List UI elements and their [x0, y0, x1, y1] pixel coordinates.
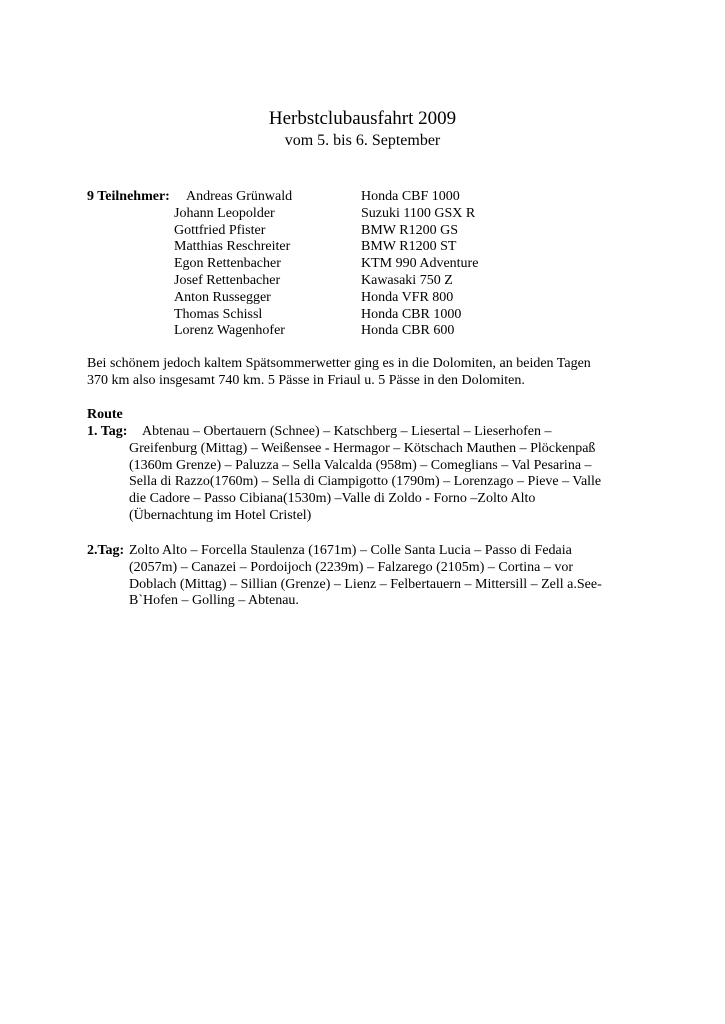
- intro-paragraph: [87, 356, 647, 390]
- participant-row: [87, 323, 647, 340]
- participant-name: Johann Leopolder: [174, 205, 275, 221]
- route-line: Doblach (Mittag) – Sillian (Grenze) – Lienz – Felbertauern – Mittersill – Zell a.See-: [129, 576, 602, 592]
- day-label: 2.Tag:: [87, 543, 125, 558]
- participant-motorcycle: BMW R1200 GS: [361, 222, 458, 238]
- participant-name: Thomas Schissl: [174, 306, 263, 322]
- participant-motorcycle: Honda CBR 600: [361, 323, 455, 339]
- participant-name: Andreas Grünwald: [186, 189, 293, 204]
- route-line: die Cadore – Passo Cibiana(1530m) –Valle di Zoldo - Forno –Zolto Alto: [129, 491, 536, 507]
- participant-row: [87, 239, 647, 256]
- participants-label: 9 Teilnehmer:: [87, 189, 170, 204]
- participant-row: [87, 256, 647, 273]
- participant-row: [87, 223, 647, 240]
- participant-motorcycle: Honda CBR 1000: [361, 306, 462, 322]
- intro-line: 370 km also insgesamt 740 km. 5 Pässe in Friaul u. 5 Pässe in den Dolomiten.: [87, 372, 525, 388]
- participant-row: [87, 307, 647, 324]
- participant-row: [87, 189, 647, 206]
- day-label: 1. Tag:: [87, 424, 128, 439]
- participant-row: [87, 290, 647, 307]
- route-day-1: [87, 424, 627, 534]
- route-line: Greifenburg (Mittag) – Weißensee - Hermagor – Kötschach Mauthen – Plöckenpaß: [129, 440, 596, 456]
- participant-name: Gottfried Pfister: [174, 222, 266, 238]
- participant-row: [87, 273, 647, 290]
- route-line: Abtenau – Obertauern (Schnee) – Katschberg – Liesertal – Lieserhofen –: [142, 424, 552, 439]
- document-title: Herbstclubausfahrt 2009: [268, 108, 457, 129]
- document-subtitle: vom 5. bis 6. September: [284, 132, 441, 149]
- participant-row: [87, 206, 647, 223]
- participant-name: Matthias Reschreiter: [174, 239, 291, 255]
- route-line: B`Hofen – Golling – Abtenau.: [129, 593, 299, 609]
- participants-list: [87, 189, 647, 340]
- route-line: Sella di Razzo(1760m) – Sella di Ciampigotto (1790m) – Lorenzago – Pieve – Valle: [129, 474, 602, 490]
- route-line: Zolto Alto – Forcella Staulenza (1671m) – Colle Santa Lucia – Passo di Fedaia: [129, 543, 572, 558]
- route-heading: Route: [87, 407, 123, 422]
- intro-line: Bei schönem jedoch kaltem Spätsommerwetter ging es in die Dolomiten, an beiden Tagen: [87, 356, 591, 371]
- route-line: (2057m) – Canazei – Pordoijoch (2239m) – Falzarego (2105m) – Cortina – vor: [129, 559, 574, 575]
- participant-motorcycle: Honda CBF 1000: [361, 189, 460, 204]
- participant-motorcycle: Suzuki 1100 GSX R: [361, 205, 476, 221]
- participant-motorcycle: BMW R1200 ST: [361, 239, 457, 255]
- participant-motorcycle: Kawasaki 750 Z: [361, 272, 453, 288]
- route-line: (1360m Grenze) – Paluzza – Sella Valcalda (958m) – Comeglians – Val Pesarina –: [129, 457, 592, 473]
- participant-motorcycle: KTM 990 Adventure: [361, 256, 479, 272]
- participant-name: Egon Rettenbacher: [174, 256, 281, 272]
- route-line: (Übernachtung im Hotel Cristel): [129, 508, 312, 523]
- participant-name: Lorenz Wagenhofer: [174, 323, 285, 339]
- participant-name: Josef Rettenbacher: [174, 272, 281, 288]
- participant-name: Anton Russegger: [174, 289, 271, 305]
- route-day-2: [87, 543, 627, 618]
- participant-motorcycle: Honda VFR 800: [361, 289, 454, 305]
